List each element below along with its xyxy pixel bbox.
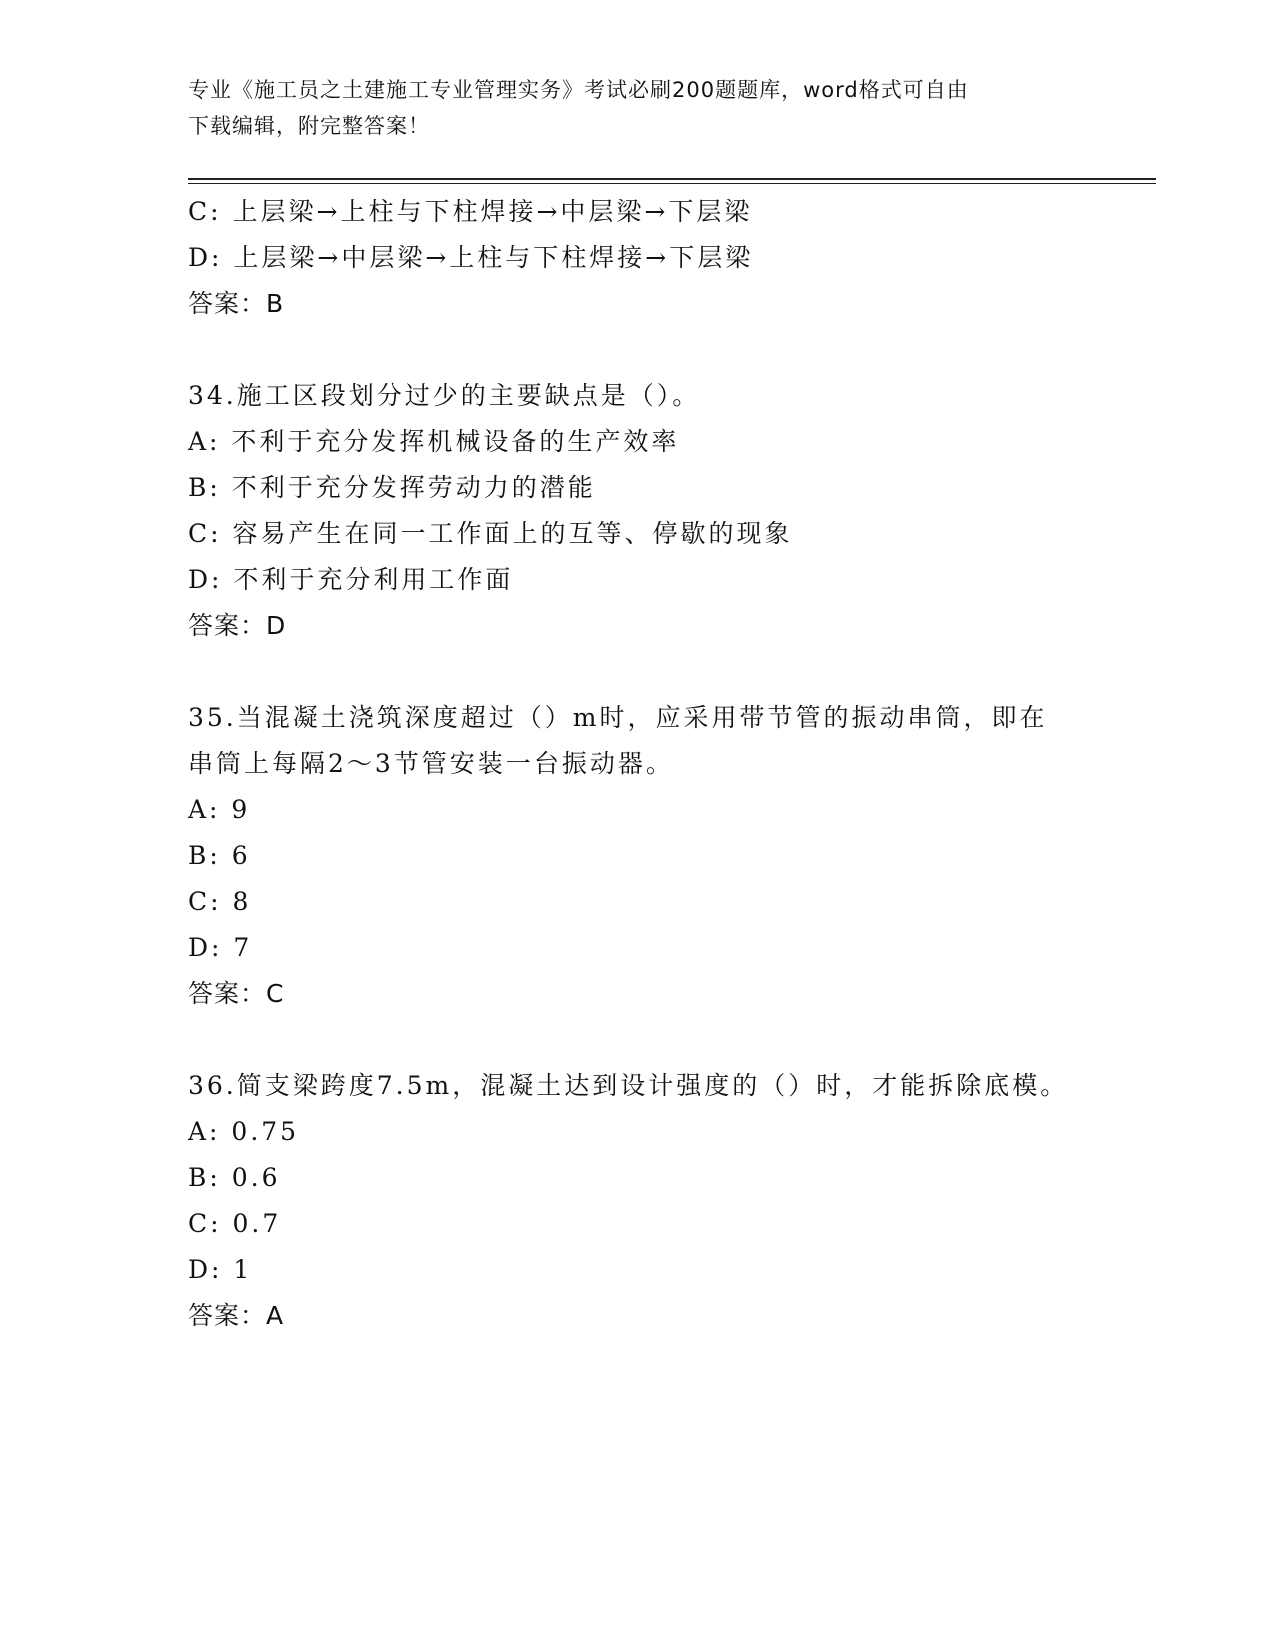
question-text-continued: 串筒上每隔2～3节管安装一台振动器。: [188, 749, 674, 778]
question-list: [188, 189, 1156, 1339]
option-a: A: 9: [188, 795, 251, 824]
question-block-34: [188, 373, 1156, 649]
option-d: D: 上层梁→中层梁→上柱与下柱焊接→下层梁: [188, 243, 754, 272]
option-c: C: 8: [188, 887, 252, 916]
option-c: C: 0.7: [188, 1209, 282, 1238]
answer-line: 答案：C: [188, 979, 285, 1008]
question-text: 35.当混凝土浇筑深度超过（）m时，应采用带节管的振动串筒，即在: [188, 703, 1048, 732]
option-a: A: 0.75: [188, 1117, 300, 1146]
header-divider-thin: [188, 183, 1156, 184]
option-d: D: 1: [188, 1255, 253, 1284]
option-a: A: 不利于充分发挥机械设备的生产效率: [188, 427, 680, 456]
question-block-35: [188, 695, 1156, 1017]
header-line-2: 下载编辑，附完整答案！: [188, 114, 430, 138]
option-d: D: 不利于充分利用工作面: [188, 565, 514, 594]
header-line-1: 专业《施工员之土建施工专业管理实务》考试必刷200题题库，word格式可自由: [188, 78, 969, 102]
option-b: B: 0.6: [188, 1163, 281, 1192]
question-block-33: [188, 189, 1156, 327]
header-divider-thick: [188, 178, 1156, 180]
question-block-36: [188, 1063, 1156, 1339]
option-d: D: 7: [188, 933, 253, 962]
question-text: 36.简支梁跨度7.5m，混凝土达到设计强度的（）时，才能拆除底模。: [188, 1071, 1069, 1100]
option-b: B: 不利于充分发挥劳动力的潜能: [188, 473, 596, 502]
answer-line: 答案：D: [188, 611, 287, 640]
option-c: C: 容易产生在同一工作面上的互等、停歇的现象: [188, 519, 793, 548]
question-text: 34.施工区段划分过少的主要缺点是（）。: [188, 381, 701, 410]
answer-line: 答案：B: [188, 289, 285, 318]
option-b: B: 6: [188, 841, 251, 870]
answer-line: 答案：A: [188, 1301, 285, 1330]
document-header: [188, 72, 1088, 144]
option-c: C: 上层梁→上柱与下柱焊接→中层梁→下层梁: [188, 197, 753, 226]
